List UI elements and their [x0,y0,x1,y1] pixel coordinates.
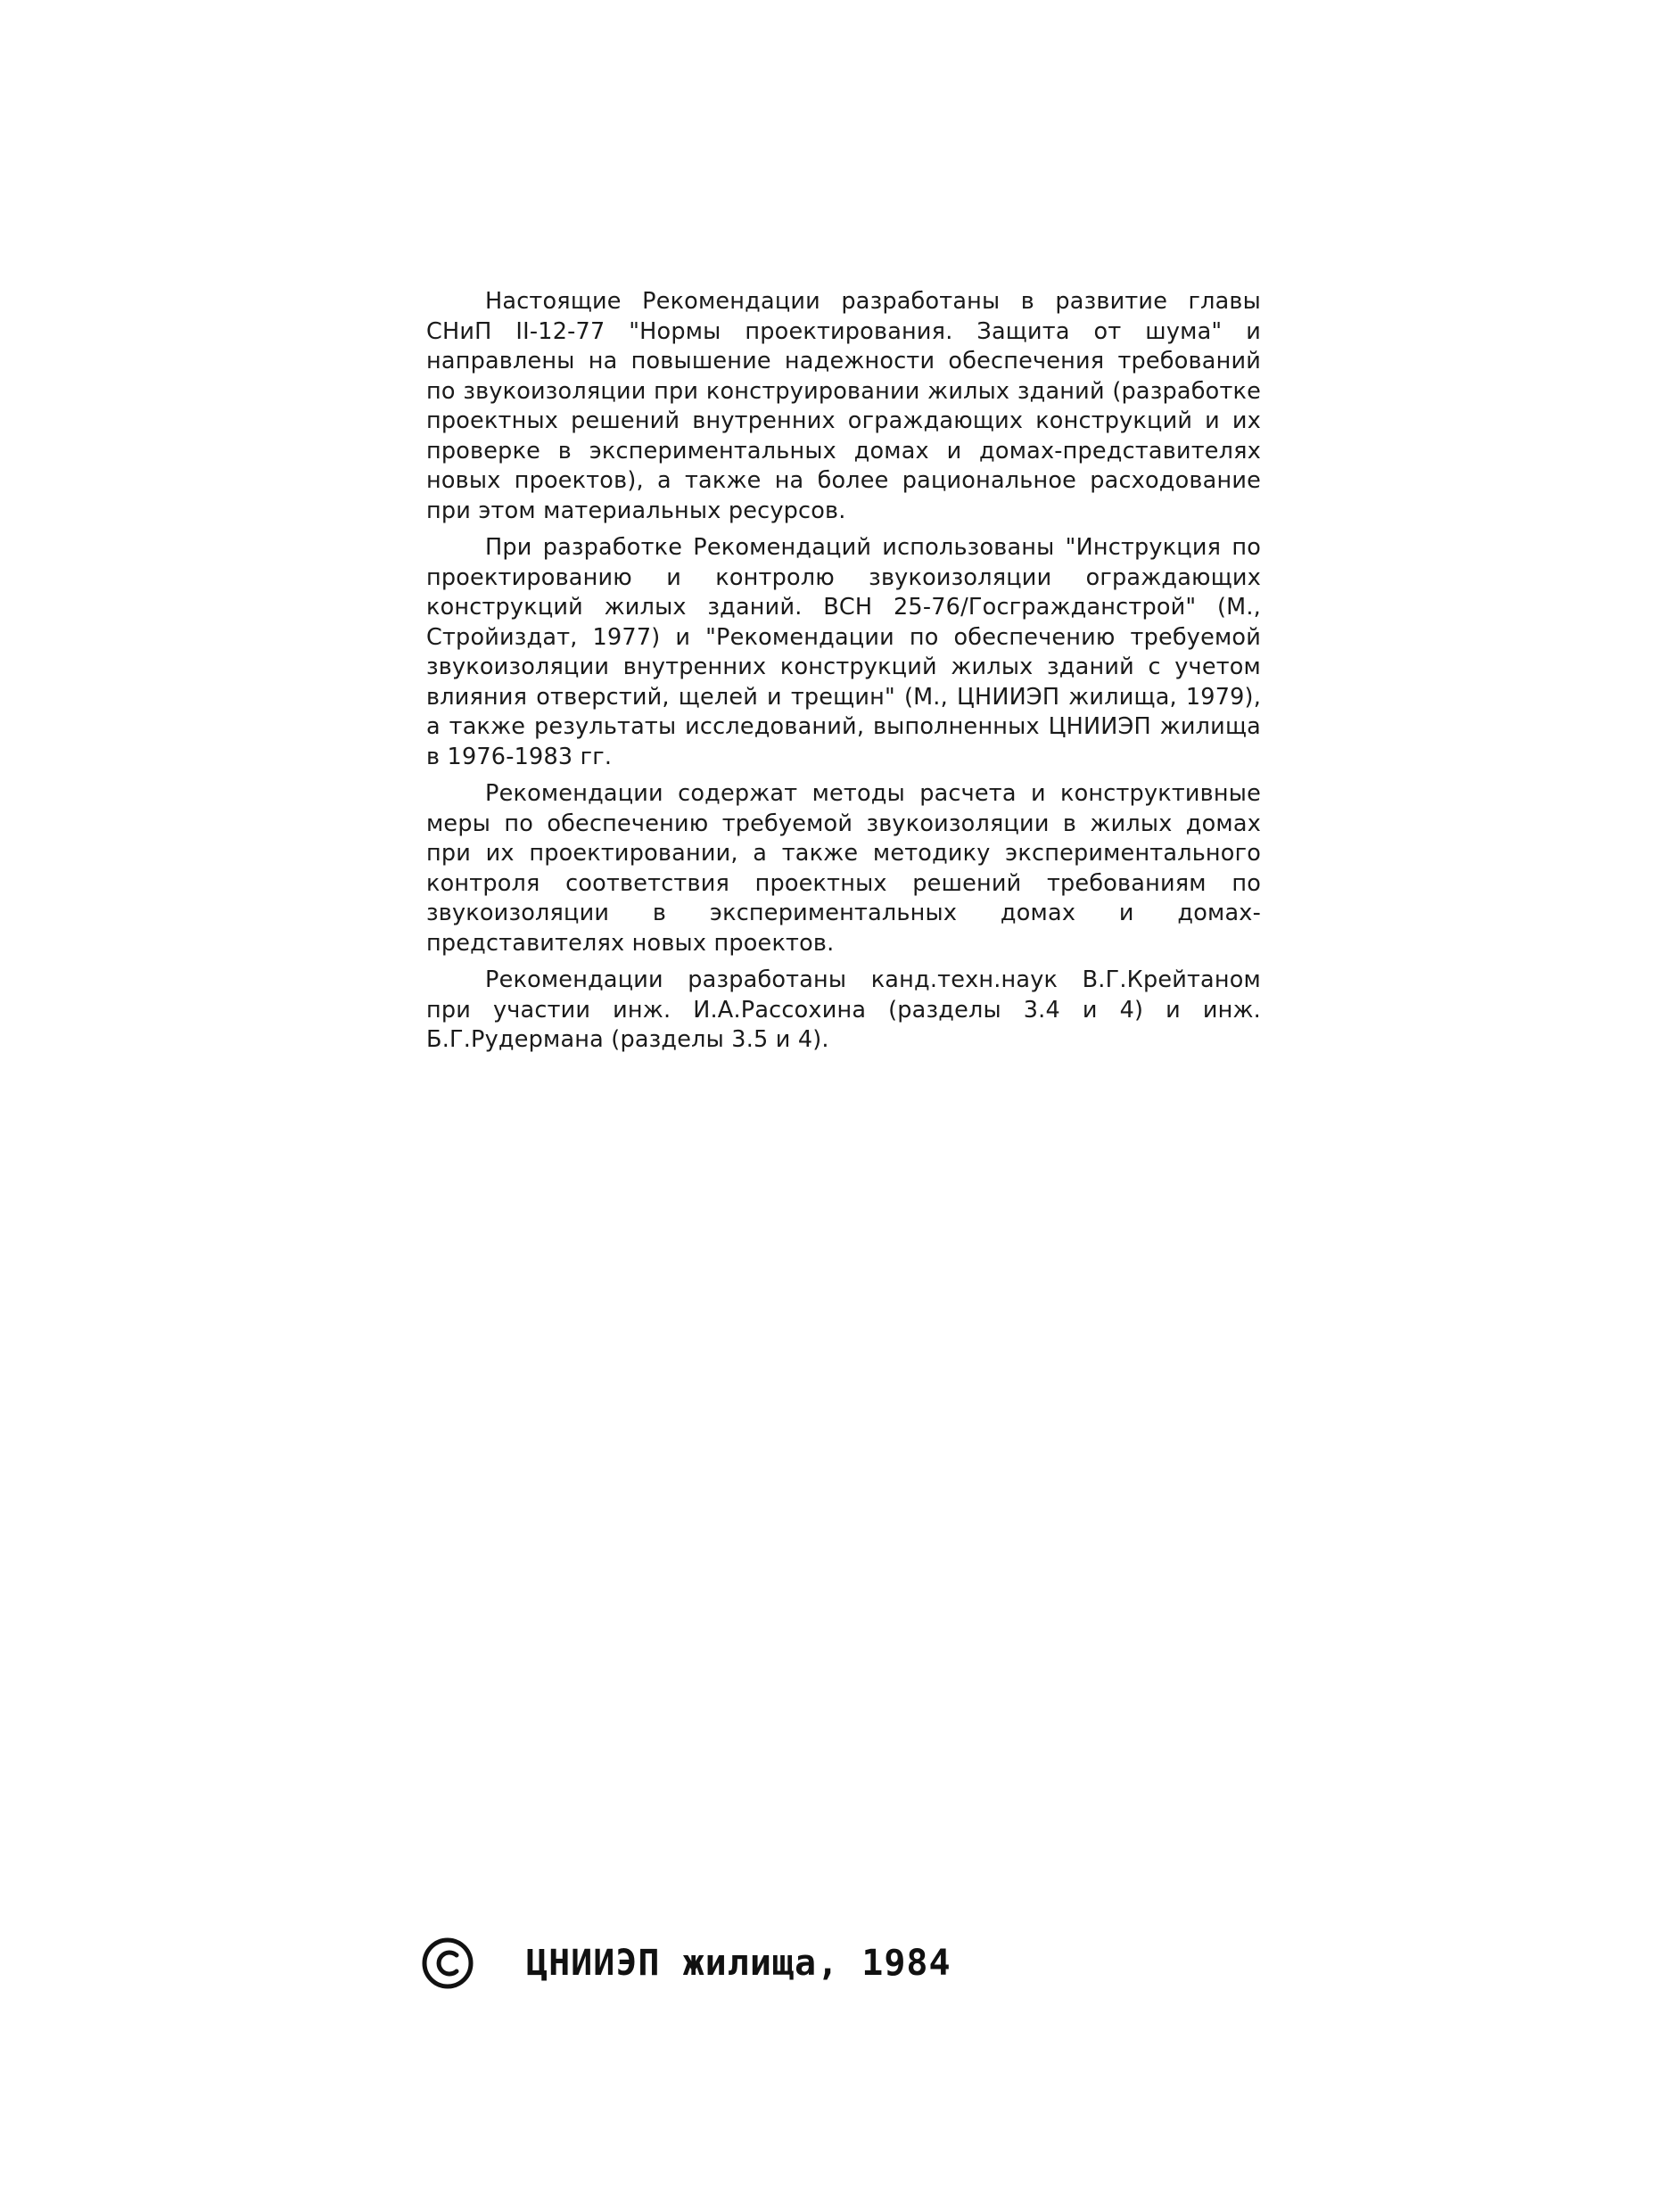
sources-paragraph: При разработке Рекомендаций использованы "Инструкция по проектированию и контролю звукоизоляции ограждающих конструкций жилых зданий. ВСН 25-76/Госгражданстрой" (М., Стройиздат, 1977) и "Рекомендации по обеспечению требуемой звукоизоляции внутренних конструкций жилых зданий с учетом влияния отверстий, щелей и трещин" (М., ЦНИИЭП жилища, 1979), а также результаты исследований, выполненных ЦНИИЭП жилища в 1976-1983 гг. [426,534,1261,770]
intro-paragraph: Настоящие Рекомендации разработаны в развитие главы СНиП II-12-77 "Нормы проектирования. Защита от шума" и направлены на повышение надежности обеспечения требований по звукоизоляции при конструировании жилых зданий (разработке проектных решений внутренних ограждающих конструкций и их проверке в экспериментальных домах и домах-представителях новых проектов), а также на более рациональное расходование при этом материальных ресурсов. [426,288,1261,524]
authors-paragraph: Рекомендации разработаны канд.техн.наук В.Г.Крейтаном при участии инж. И.А.Рассохина (разделы 3.4 и 4) и инж. Б.Г.Рудермана (разделы 3.5 и 4). [426,966,1261,1053]
copyright-text: ЦНИИЭП жилища, 1984 [526,1943,951,1984]
main-text [426,287,1261,1063]
copyright-line [421,1937,951,1990]
contents-paragraph: Рекомендации содержат методы расчета и конструктивные меры по обеспечению требуемой звукоизоляции в жилых домах при их проектировании, а также методику экспериментального контроля соответствия проектных решений требованиям по звукоизоляции в экспериментальных домах и домах-представителях новых проектов. [426,780,1261,957]
copyright-icon [421,1937,474,1990]
